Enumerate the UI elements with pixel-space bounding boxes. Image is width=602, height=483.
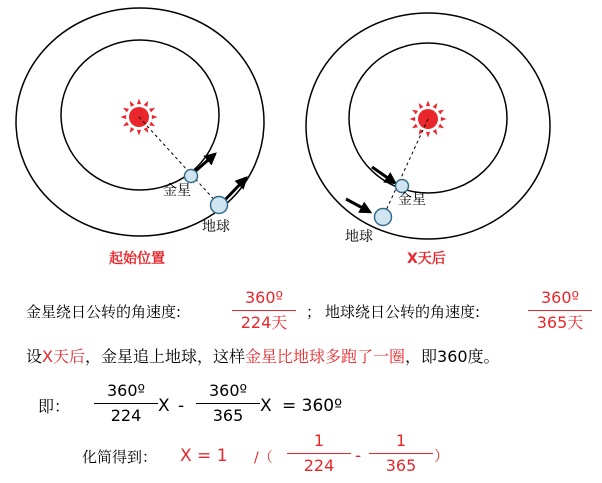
simplified-lhs: X = 1 bbox=[180, 446, 228, 466]
fraction-denominator: 224 bbox=[110, 406, 142, 425]
earth-label: 地球 bbox=[345, 229, 373, 245]
diagram-later bbox=[306, 13, 550, 239]
premise-part: 设 bbox=[26, 347, 43, 366]
equation-rhs: = 360º bbox=[282, 396, 343, 416]
fraction-numerator: 360º bbox=[540, 288, 580, 307]
sun-ray bbox=[412, 110, 418, 115]
sun-ray bbox=[441, 117, 447, 121]
sun-ray bbox=[137, 99, 141, 105]
simplified-close: ） bbox=[434, 447, 450, 465]
sun-ray bbox=[426, 132, 430, 138]
fraction-numerator: 1 bbox=[313, 431, 325, 450]
diagram-start bbox=[16, 8, 264, 236]
minus-sign: - bbox=[178, 396, 185, 416]
earth-planet bbox=[211, 197, 228, 214]
sun-ray bbox=[419, 103, 424, 109]
venus-label: 金星 bbox=[398, 192, 426, 208]
simplified-fraction-venus bbox=[287, 430, 351, 477]
fraction-bar bbox=[232, 310, 296, 311]
fraction-numerator: 360º bbox=[106, 381, 146, 400]
earth-motion-arrow bbox=[346, 199, 370, 212]
premise-part: ，金星追上地球，这样 bbox=[84, 347, 245, 366]
simplified-label: 化简得到： bbox=[82, 448, 158, 466]
earth-angular-velocity-fraction bbox=[528, 287, 592, 334]
sun-ray bbox=[137, 130, 141, 136]
sun-ray bbox=[123, 108, 129, 113]
premise-highlight-days: X天后 bbox=[42, 347, 85, 366]
simplified-fraction-earth bbox=[369, 430, 433, 477]
sun-ray bbox=[123, 122, 129, 127]
premise-part: ，即360度。 bbox=[405, 347, 500, 366]
sun-ray bbox=[149, 108, 155, 113]
equation-fraction-earth bbox=[196, 380, 260, 427]
variable-x: X bbox=[260, 396, 272, 416]
sun-ray bbox=[144, 101, 149, 107]
fraction-denominator: 365 bbox=[212, 406, 244, 425]
sun-ray bbox=[130, 127, 135, 133]
caption-start: 起始位置 bbox=[109, 251, 165, 267]
premise-highlight-lap: 金星比地球多跑了一圈 bbox=[245, 347, 406, 366]
equation-label: 即： bbox=[38, 397, 71, 416]
sun-ray bbox=[438, 110, 444, 115]
variable-x: X bbox=[158, 396, 170, 416]
fraction-denominator: 365 bbox=[385, 456, 417, 475]
venus-label: 金星 bbox=[163, 183, 191, 199]
earth-angular-velocity-text: 地球绕日公转的角速度: bbox=[325, 303, 481, 321]
fraction-bar bbox=[94, 403, 158, 404]
separator: ； bbox=[306, 303, 322, 321]
earth-label: 地球 bbox=[202, 219, 230, 235]
earth-planet bbox=[375, 209, 392, 226]
sun-ray bbox=[426, 101, 430, 107]
fraction-denominator: 365天 bbox=[536, 313, 584, 332]
fraction-numerator: 360º bbox=[208, 381, 248, 400]
simplified-slash: /（ bbox=[254, 450, 273, 466]
sun-ray bbox=[149, 122, 155, 127]
sun-ray bbox=[130, 101, 135, 107]
sun-ray bbox=[433, 103, 438, 109]
fraction-bar bbox=[528, 310, 592, 311]
fraction-numerator: 360º bbox=[244, 288, 284, 307]
venus-angular-velocity-fraction bbox=[232, 287, 296, 334]
fraction-denominator: 224 bbox=[303, 456, 335, 475]
fraction-bar bbox=[196, 403, 260, 404]
fraction-denominator: 224天 bbox=[240, 313, 288, 332]
fraction-bar bbox=[287, 453, 351, 454]
sun-ray bbox=[144, 127, 149, 133]
equation-fraction-venus bbox=[94, 380, 158, 427]
sun-ray bbox=[438, 124, 444, 129]
sun-ray bbox=[152, 115, 158, 119]
premise-sentence bbox=[26, 347, 500, 367]
sun-ray bbox=[121, 115, 127, 119]
venus-angular-velocity-text: 金星绕日公转的角速度: bbox=[26, 303, 182, 321]
sun-ray bbox=[433, 129, 438, 135]
fraction-bar bbox=[369, 453, 433, 454]
sun-ray bbox=[412, 124, 418, 129]
fraction-numerator: 1 bbox=[395, 431, 407, 450]
sun-ray bbox=[410, 117, 416, 121]
simplified-minus: - bbox=[355, 446, 362, 466]
caption-later: X天后 bbox=[407, 251, 446, 267]
